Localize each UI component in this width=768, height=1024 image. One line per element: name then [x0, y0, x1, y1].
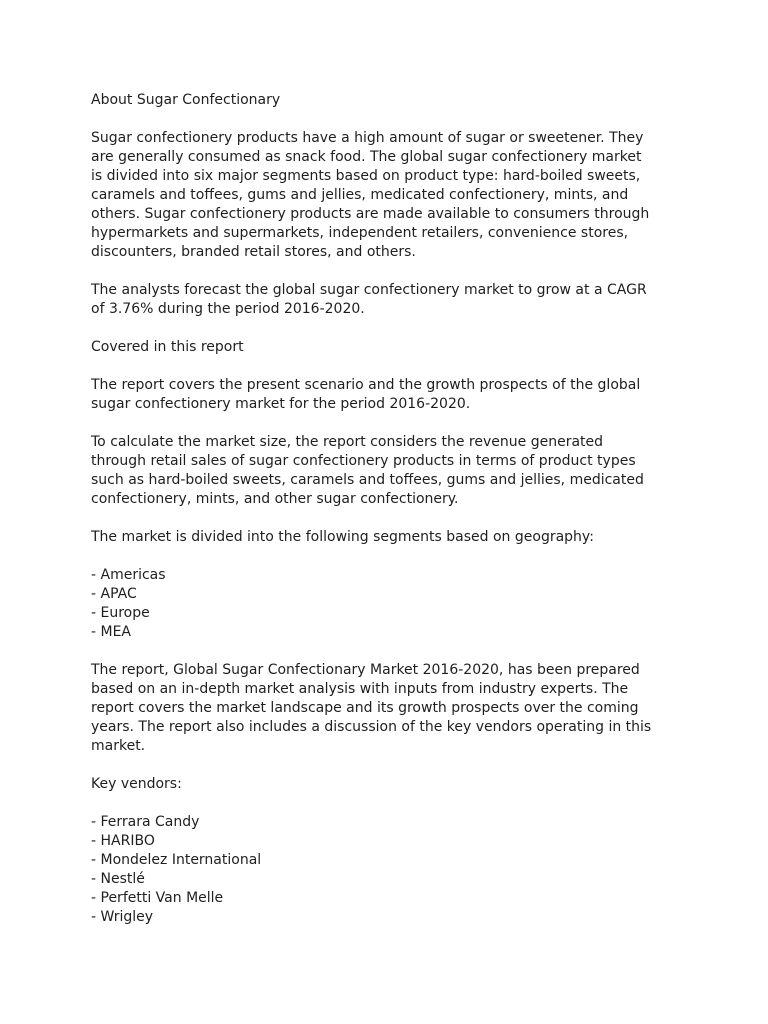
- market-size-paragraph: To calculate the market size, the report considers the revenue generated through retail sales of sugar confectionery products in terms of product types such as hard-boiled sweets, caramels and toffees, gums and jellies, medicated confectionery, mints, and other sugar confectionery.: [91, 434, 644, 507]
- vendors-list: [91, 813, 688, 927]
- vendor-item: - Ferrara Candy: [91, 814, 200, 830]
- intro-paragraph: Sugar confectionery products have a high amount of sugar or sweetener. They are generally consumed as snack food. The global sugar confectionery market is divided into six major segments based on product type: hard-boiled sweets, caramels and toffees, gums and jellies, medicated confectionery, mints, and others. Sugar confectionery products are made available to consumers through hypermarkets and supermarkets, independent retailers, convenience stores, discounters, branded retail stores, and others.: [91, 130, 650, 260]
- vendor-item: - Wrigley: [91, 909, 154, 925]
- geography-intro: The market is divided into the following segments based on geography:: [91, 529, 594, 545]
- vendor-item: - Mondelez International: [91, 852, 262, 868]
- document-heading: About Sugar Confectionary: [91, 92, 281, 108]
- vendor-item: - Perfetti Van Melle: [91, 890, 224, 906]
- geography-item: - Europe: [91, 605, 150, 621]
- vendor-item: - HARIBO: [91, 833, 155, 849]
- covered-heading: Covered in this report: [91, 339, 244, 355]
- forecast-paragraph: The analysts forecast the global sugar confectionery market to grow at a CAGR of 3.76% during the period 2016-2020.: [91, 282, 647, 317]
- scope-paragraph: The report covers the present scenario and the growth prospects of the global sugar confectionery market for the period 2016-2020.: [91, 377, 641, 412]
- geography-item: - APAC: [91, 586, 137, 602]
- report-paragraph: The report, Global Sugar Confectionary Market 2016-2020, has been prepared based on an in-depth market analysis with inputs from industry experts. The report covers the market landscape and its growth prospects over the coming years. The report also includes a discussion of the key vendors operating in this market.: [91, 662, 652, 754]
- vendor-item: - Nestlé: [91, 871, 145, 887]
- geography-list: [91, 566, 688, 642]
- geography-item: - MEA: [91, 624, 132, 640]
- geography-item: - Americas: [91, 567, 166, 583]
- vendors-heading: Key vendors:: [91, 776, 182, 792]
